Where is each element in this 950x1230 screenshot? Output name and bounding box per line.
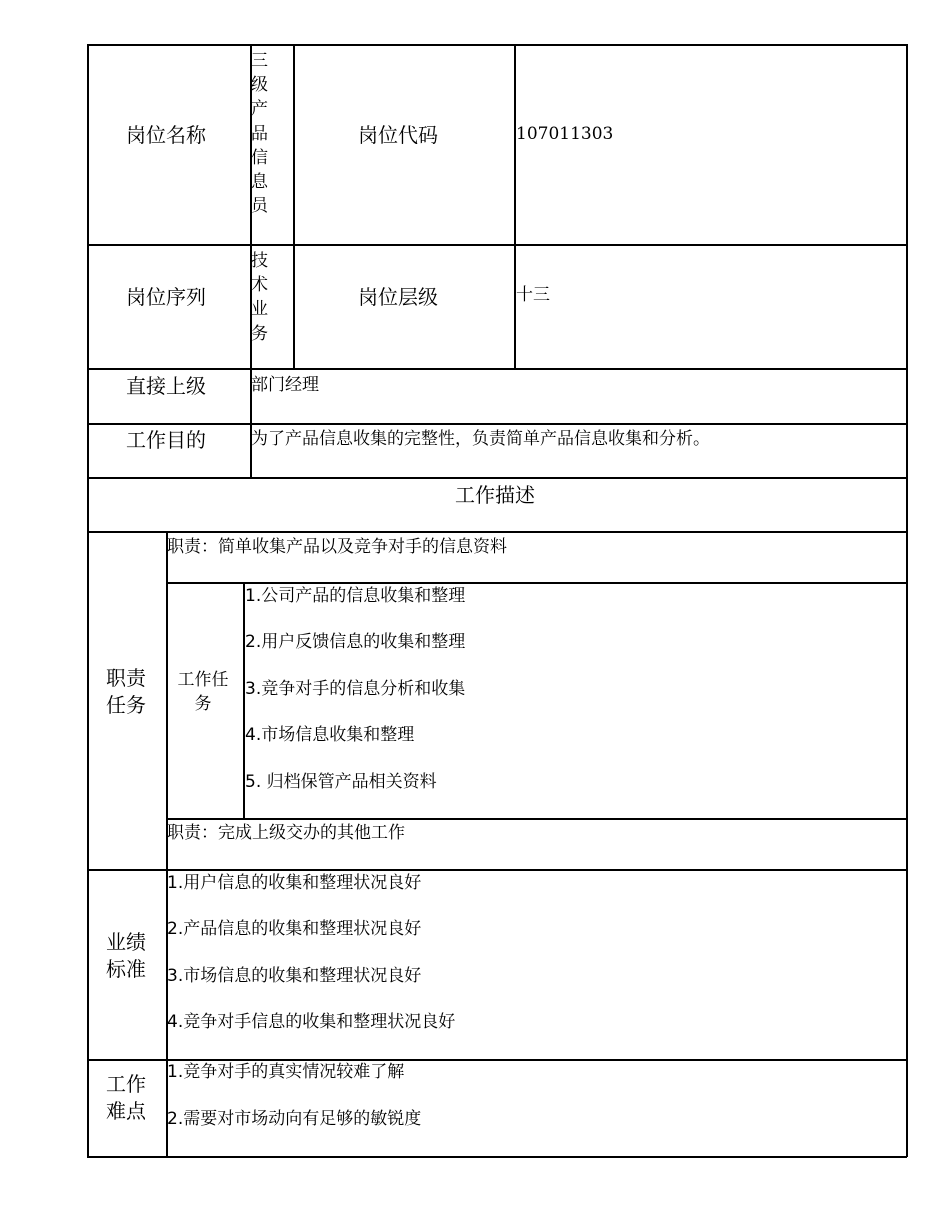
row-divider [87,869,907,871]
purpose-value: 为了产品信息收集的完整性，负责简单产品信息收集和分析。 [251,429,710,449]
table-border-left [87,44,89,1157]
row-divider [87,1059,907,1061]
task-item: 2.用户反馈信息的收集和整理 [245,632,466,652]
duty-2: 职责：完成上级交办的其他工作 [167,823,405,843]
column-divider [293,44,295,369]
task-item: 3.竞争对手的信息分析和收集 [245,679,466,699]
position-code-value: 107011303 [516,124,614,144]
tasks-label: 工作任务 [177,670,229,714]
superior-value: 部门经理 [251,375,319,395]
difficulty-item: 1.竞争对手的真实情况较难了解 [167,1062,405,1082]
position-name-value: 三级产品信息员 [251,51,268,217]
row-divider [166,818,907,820]
purpose-label: 工作目的 [126,428,206,452]
difficulty-item: 2.需要对市场动向有足够的敏锐度 [167,1109,422,1129]
duty-1: 职责：简单收集产品以及竞争对手的信息资料 [167,537,507,557]
row-divider [87,244,907,246]
superior-label: 直接上级 [126,374,206,398]
performance-item: 1.用户信息的收集和整理状况良好 [167,873,422,893]
position-code-label: 岗位代码 [358,123,438,147]
performance-item: 2.产品信息的收集和整理状况良好 [167,919,422,939]
row-divider [87,423,907,425]
row-divider [166,582,907,584]
table-border-right [906,44,908,1157]
position-name-label: 岗位名称 [126,123,206,147]
position-series-value: 技术业务 [251,251,268,344]
row-divider [87,531,907,533]
table-border-top [87,44,907,46]
work-description-header: 工作描述 [455,483,535,507]
position-level-value: 十三 [516,285,550,305]
performance-item: 3.市场信息的收集和整理状况良好 [167,966,422,986]
task-item: 5. 归档保管产品相关资料 [245,772,437,792]
task-item: 4.市场信息收集和整理 [245,725,415,745]
difficulties-label: 工作难点 [106,1072,146,1123]
performance-item: 4.竞争对手信息的收集和整理状况良好 [167,1012,456,1032]
column-divider [514,44,516,369]
task-item: 1.公司产品的信息收集和整理 [245,586,466,606]
duties-label: 职责任务 [106,666,146,717]
position-series-label: 岗位序列 [126,285,206,309]
row-divider [87,368,907,370]
table-border-bottom [87,1156,907,1158]
performance-label: 业绩标准 [106,930,146,981]
position-level-label: 岗位层级 [358,285,438,309]
row-divider [87,477,907,479]
